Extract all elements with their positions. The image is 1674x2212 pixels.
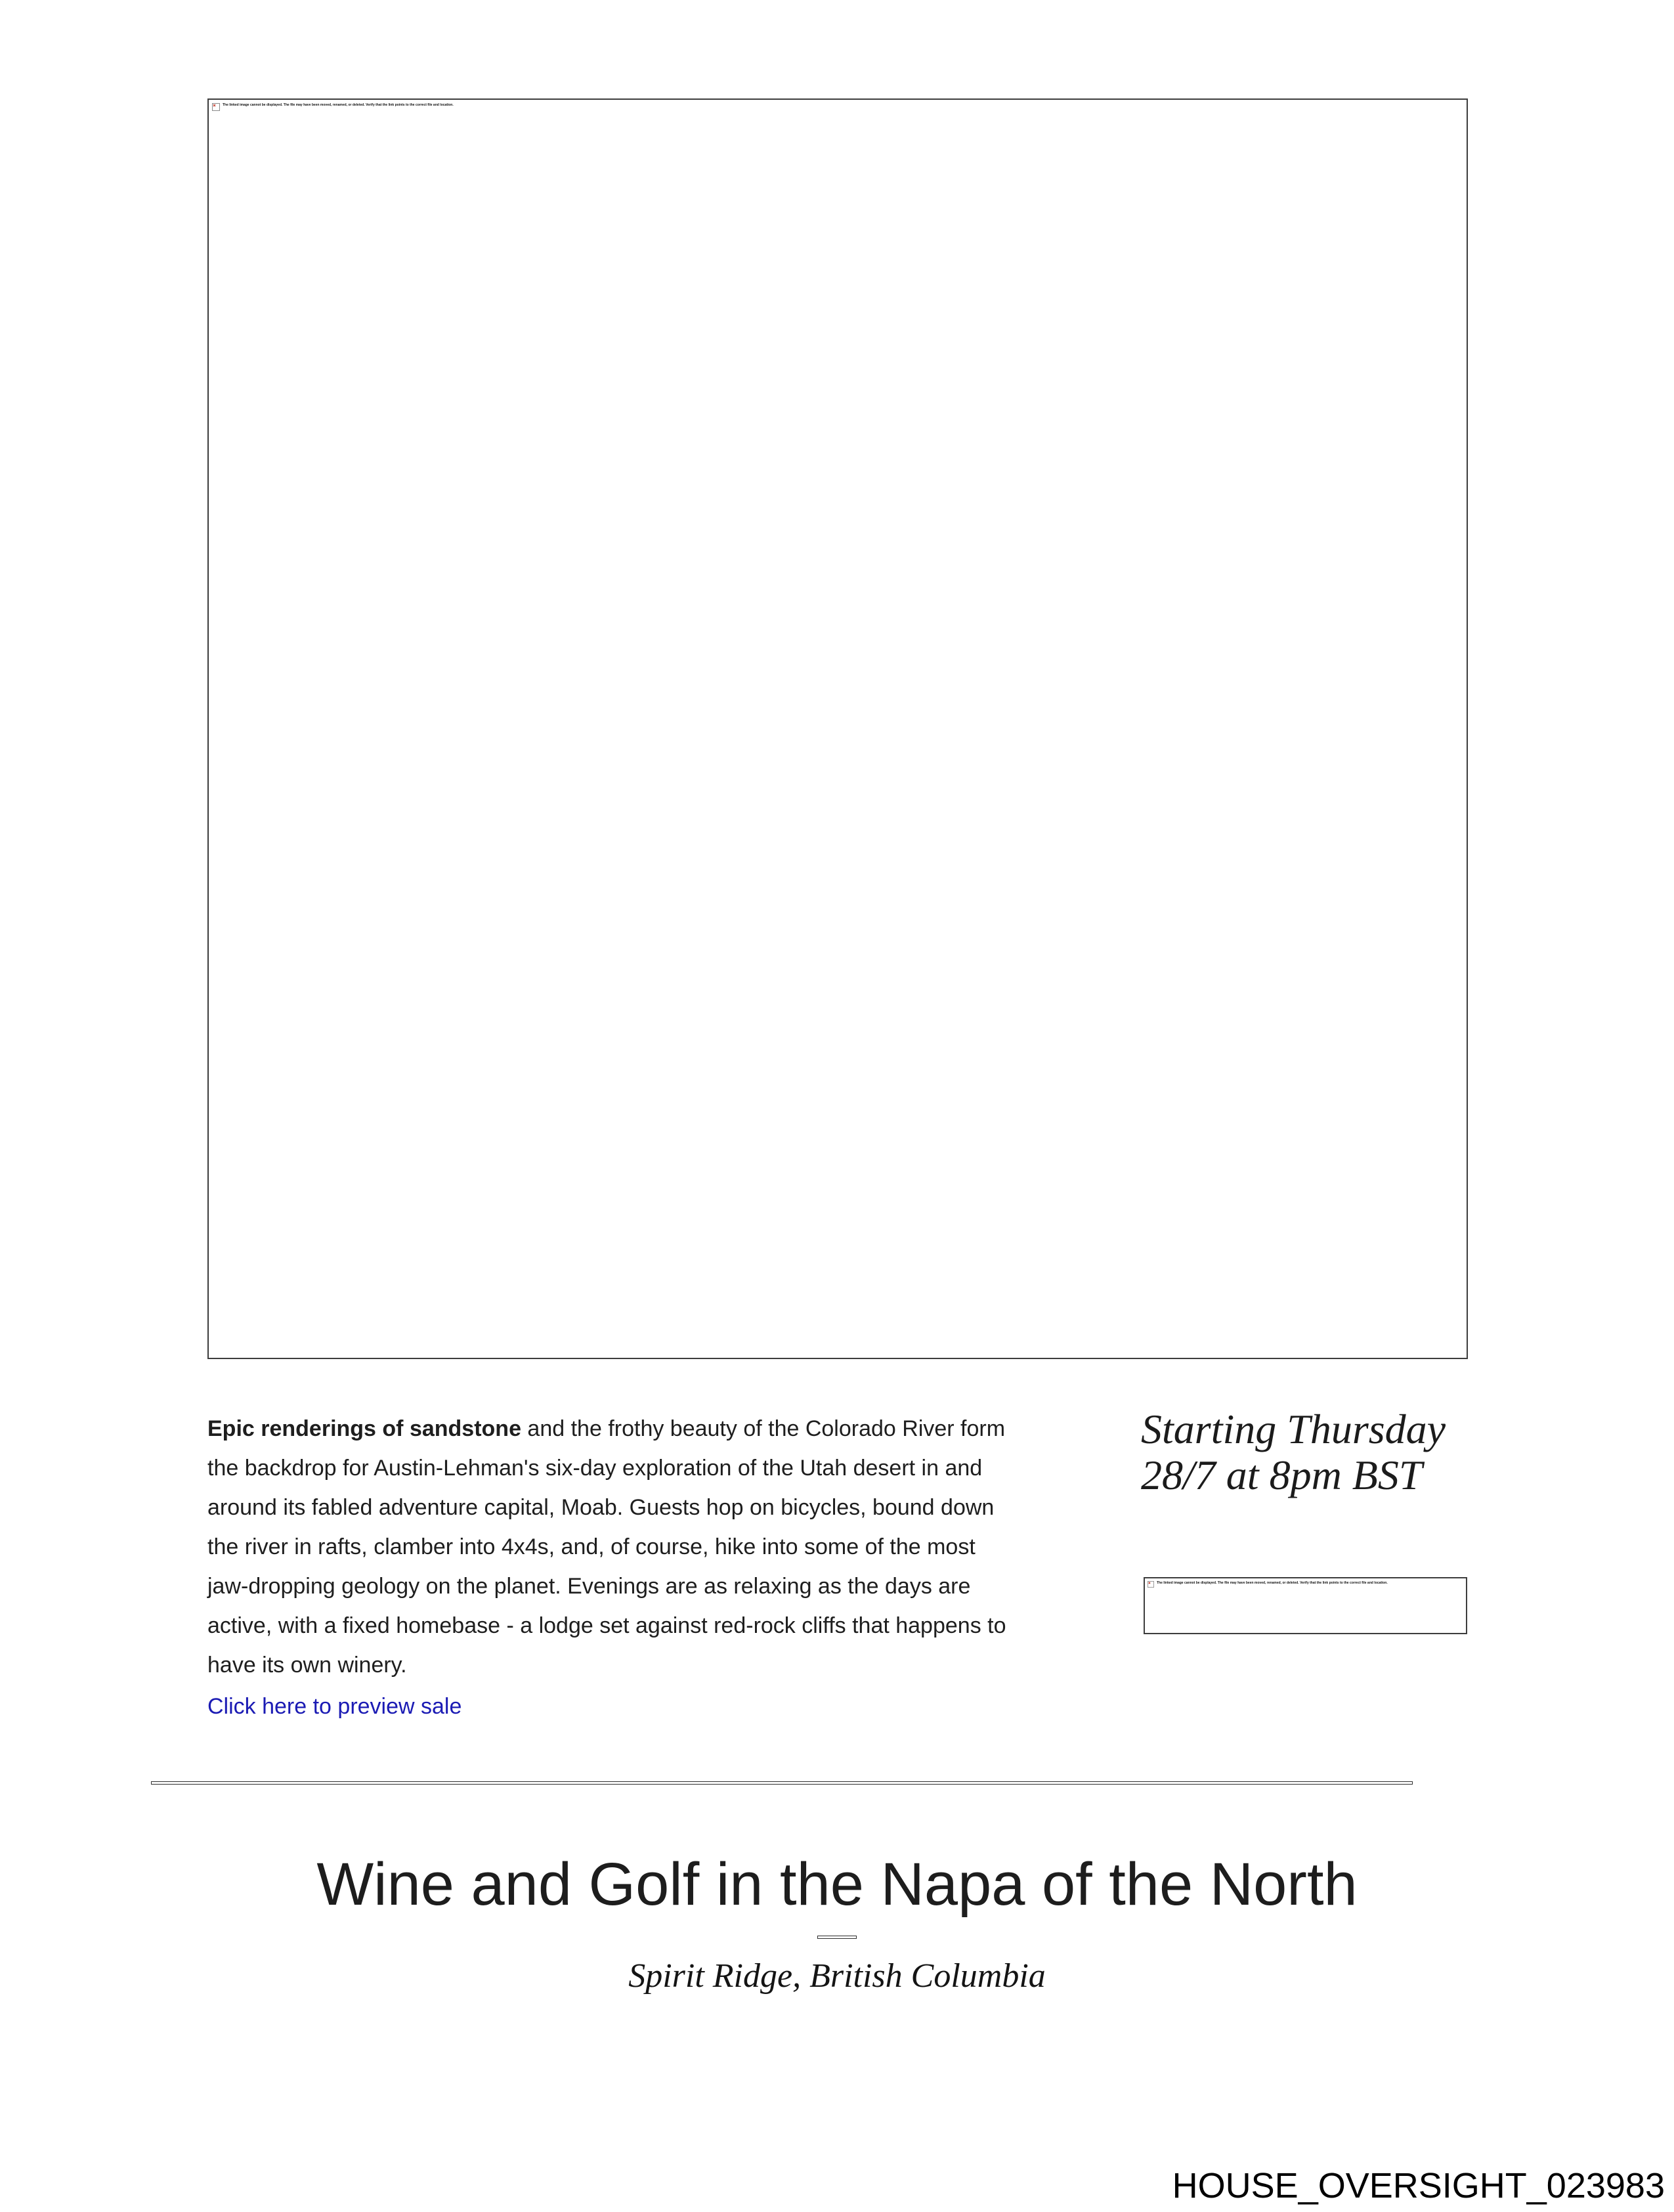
bates-number: HOUSE_OVERSIGHT_023983 [1172, 2166, 1665, 2205]
next-section-title: Wine and Golf in the Napa of the North [316, 1851, 1358, 1918]
moab-article [207, 1409, 1016, 1726]
title-dash-divider [817, 1936, 857, 1939]
moab-paragraph-lead: Epic renderings of sandstone [207, 1416, 521, 1441]
section-divider [151, 1781, 1413, 1785]
moab-paragraph [207, 1409, 1016, 1685]
thumb-alt-row [1145, 1578, 1466, 1588]
moab-paragraph-body: and the frothy beauty of the Colorado River form the backdrop for Austin-Lehman's six-day exploration of the Utah desert in and around its fabled adventure capital, Moab. Guests hop on bicycles, bound down the river in rafts, clamber into 4x4s, and, of course, hike into some of the most jaw-dropping geology on the planet. Evenings are as relaxing as the days are active, with a fixed homebase - a lodge set against red-rock cliffs that happens to have its own winery. [207, 1416, 1006, 1678]
sale-start-date: Starting Thursday 28/7 at 8pm BST [1141, 1406, 1446, 1498]
hero-image-placeholder[interactable] [207, 98, 1468, 1359]
hero-alt-row [209, 100, 1467, 111]
hero-alt-text: The linked image cannot be displayed. The file may have been moved, renamed, or deleted. Verify that the link points to the correct file and location. [223, 103, 454, 107]
next-section-subtitle: Spirit Ridge, British Columbia [628, 1957, 1046, 1995]
thumb-alt-text: The linked image cannot be displayed. The file may have been moved, renamed, or deleted. Verify that the link points to the correct file and location. [1157, 1581, 1388, 1585]
broken-image-icon [1148, 1581, 1154, 1588]
preview-sale-link[interactable]: Click here to preview sale [207, 1694, 462, 1719]
broken-image-icon [212, 103, 220, 111]
thumb-image-placeholder[interactable] [1144, 1577, 1467, 1634]
